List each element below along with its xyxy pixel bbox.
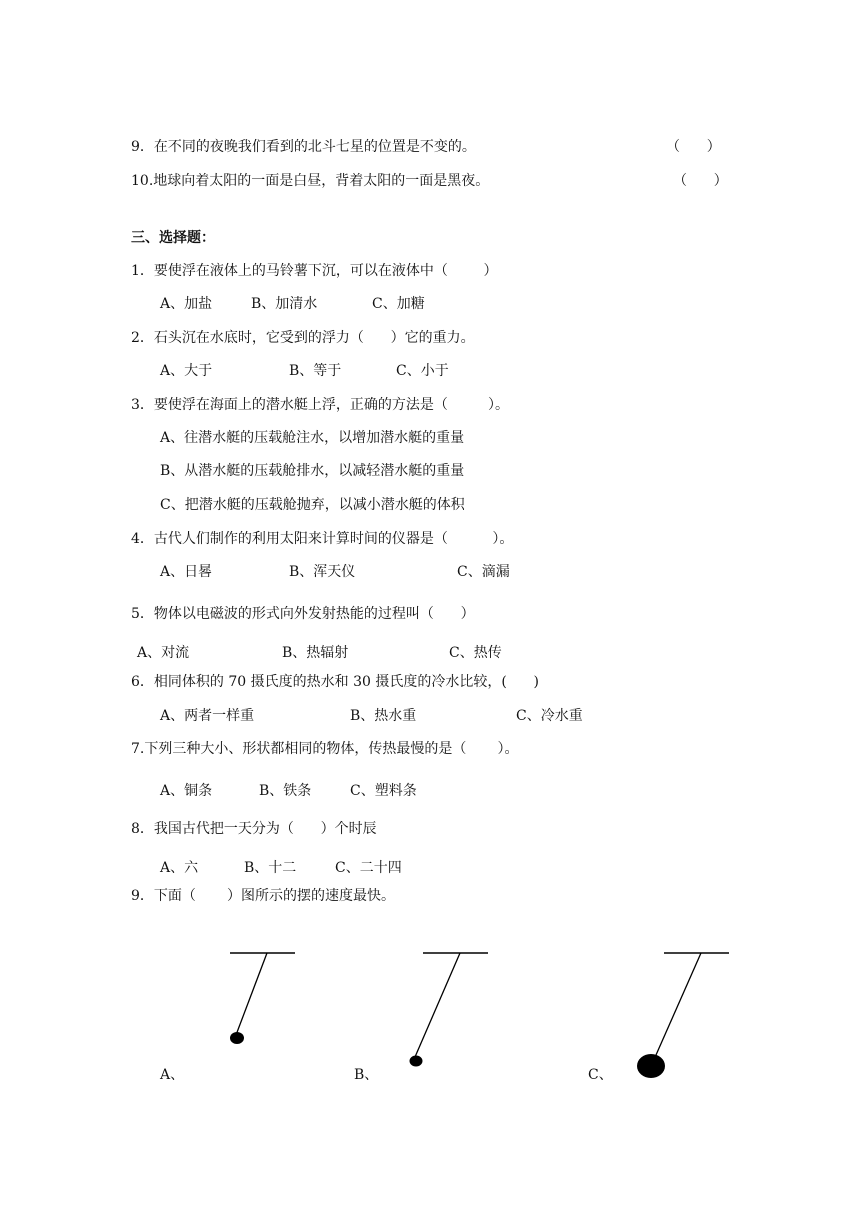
question-stem: 2．石头沉在水底时，它受到的浮力（ ）它的重力。 <box>131 330 475 346</box>
judgment-q9-bracket: （ ） <box>666 139 721 155</box>
judgment-q10: 10.地球向着太阳的一面是白昼，背着太阳的一面是黑夜。 <box>131 173 490 189</box>
option-c: C、冷水重 <box>516 708 583 724</box>
option-c: C、二十四 <box>335 860 402 876</box>
option-c: C、小于 <box>396 363 449 379</box>
pendulum-b <box>410 953 489 1067</box>
option-b: B、热水重 <box>350 708 417 724</box>
option-c: C、加糖 <box>372 296 425 312</box>
question-stem: 1．要使浮在液体上的马铃薯下沉，可以在液体中（ ） <box>131 263 498 279</box>
option-b: B、从潜水艇的压载舱排水，以减轻潜水艇的重量 <box>160 463 465 479</box>
option-c: C、把潜水艇的压载舱抛弃，以减小潜水艇的体积 <box>160 497 465 513</box>
question-stem: 3．要使浮在海面上的潜水艇上浮，正确的方法是（ ）。 <box>131 397 509 413</box>
option-a: A、六 <box>160 860 199 876</box>
option-a: A、铜条 <box>160 783 213 799</box>
option-a: A、大于 <box>160 363 213 379</box>
option-c: C、滴漏 <box>457 564 510 580</box>
judgment-q9: 9．在不同的夜晚我们看到的北斗七星的位置是不变的。 <box>131 139 476 155</box>
judgment-q10-bracket: （ ） <box>673 173 728 189</box>
pendulum-a <box>230 953 295 1044</box>
option-b: B、等于 <box>289 363 342 379</box>
question-stem: 5．物体以电磁波的形式向外发射热能的过程叫（ ） <box>131 606 475 622</box>
option-a: A、日晷 <box>160 564 213 580</box>
section-heading: 三、选择题： <box>131 230 215 246</box>
option-c: C、 <box>588 1067 613 1083</box>
option-a: A、两者一样重 <box>160 708 255 724</box>
option-b: B、浑天仪 <box>289 564 356 580</box>
question-stem: 7.下列三种大小、形状都相同的物体，传热最慢的是（ ）。 <box>131 741 519 757</box>
option-c: C、塑料条 <box>350 783 417 799</box>
option-b: B、加清水 <box>251 296 318 312</box>
question-stem: 4．古代人们制作的利用太阳来计算时间的仪器是（ ）。 <box>131 531 514 547</box>
option-b: B、热辐射 <box>282 645 349 661</box>
option-b: B、十二 <box>244 860 297 876</box>
option-a: A、往潜水艇的压载舱注水，以增加潜水艇的重量 <box>160 430 465 446</box>
option-a: A、加盐 <box>160 296 213 312</box>
option-b: B、 <box>354 1067 379 1083</box>
question-stem: 9．下面（ ）图所示的摆的速度最快。 <box>131 888 396 904</box>
pendulum-c <box>637 953 729 1078</box>
question-stem: 8．我国古代把一天分为（ ）个时辰 <box>131 821 377 837</box>
option-a: A、对流 <box>137 645 190 661</box>
option-a: A、 <box>160 1067 185 1083</box>
option-c: C、热传 <box>449 645 502 661</box>
option-b: B、铁条 <box>259 783 312 799</box>
question-stem: 6．相同体积的 70 摄氏度的热水和 30 摄氏度的冷水比较，( ) <box>131 674 539 690</box>
